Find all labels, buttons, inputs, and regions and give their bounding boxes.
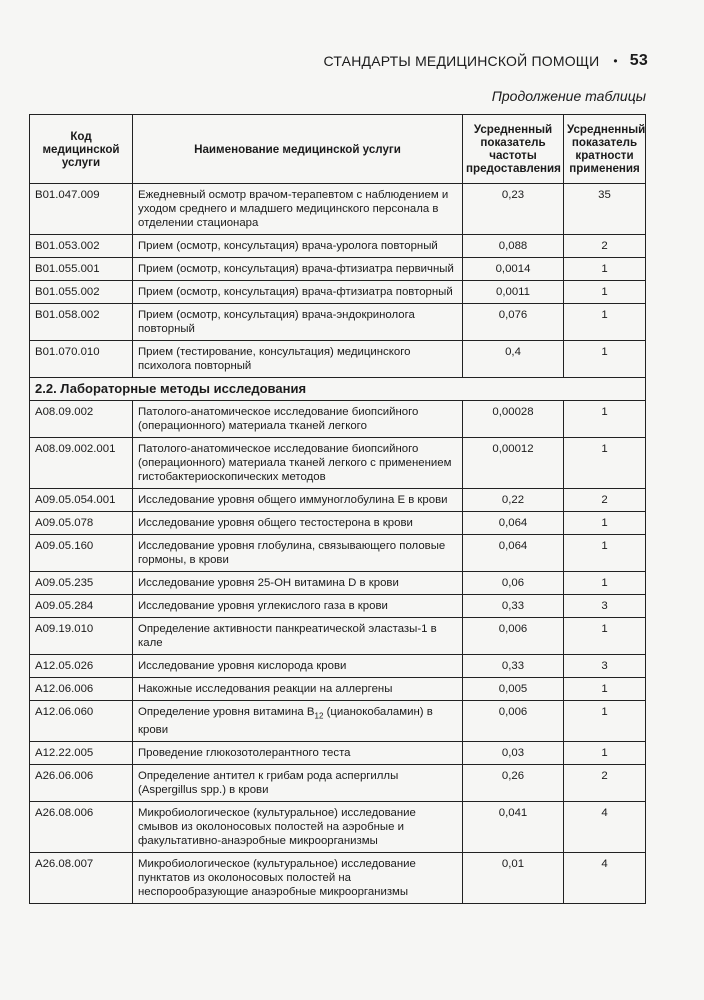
multiplicity-value: 3 bbox=[564, 595, 646, 618]
table-row bbox=[30, 655, 646, 678]
frequency-value: 0,076 bbox=[463, 304, 564, 341]
service-name: Микробиологическое (культуральное) исследование смывов из околоносовых полостей на аэробные и факультативно-анаэробные микроорганизмы bbox=[133, 802, 463, 853]
service-name: Прием (осмотр, консультация) врача-фтизиатра повторный bbox=[133, 281, 463, 304]
frequency-value: 0,064 bbox=[463, 512, 564, 535]
table-row bbox=[30, 765, 646, 802]
multiplicity-value: 1 bbox=[564, 512, 646, 535]
service-name: Исследование уровня углекислого газа в крови bbox=[133, 595, 463, 618]
service-name: Микробиологическое (культуральное) исследование пунктатов из околоносовых полостей на неспорообразующие анаэробные микроорганизмы bbox=[133, 853, 463, 904]
multiplicity-value: 1 bbox=[564, 341, 646, 378]
service-code: A09.05.160 bbox=[30, 535, 133, 572]
table-row bbox=[30, 742, 646, 765]
service-name: Прием (осмотр, консультация) врача-уролога повторный bbox=[133, 235, 463, 258]
service-code: A09.19.010 bbox=[30, 618, 133, 655]
service-name: Накожные исследования реакции на аллергены bbox=[133, 678, 463, 701]
frequency-value: 0,01 bbox=[463, 853, 564, 904]
service-name: Прием (осмотр, консультация) врача-фтизиатра первичный bbox=[133, 258, 463, 281]
multiplicity-value: 1 bbox=[564, 438, 646, 489]
frequency-value: 0,22 bbox=[463, 489, 564, 512]
service-code: B01.055.002 bbox=[30, 281, 133, 304]
service-name: Прием (тестирование, консультация) медицинского психолога повторный bbox=[133, 341, 463, 378]
multiplicity-value: 1 bbox=[564, 701, 646, 742]
section-title: 2.2. Лабораторные методы исследования bbox=[30, 378, 646, 401]
multiplicity-value: 1 bbox=[564, 401, 646, 438]
service-code: A08.09.002 bbox=[30, 401, 133, 438]
running-head bbox=[324, 52, 648, 70]
table-row bbox=[30, 701, 646, 742]
service-code: B01.055.001 bbox=[30, 258, 133, 281]
service-name: Исследование уровня глобулина, связывающего половые гормоны, в крови bbox=[133, 535, 463, 572]
table-row bbox=[30, 572, 646, 595]
header-code: Код медицинской услуги bbox=[30, 115, 133, 184]
table-row bbox=[30, 678, 646, 701]
multiplicity-value: 1 bbox=[564, 304, 646, 341]
table-row bbox=[30, 618, 646, 655]
frequency-value: 0,03 bbox=[463, 742, 564, 765]
frequency-value: 0,088 bbox=[463, 235, 564, 258]
running-title: СТАНДАРТЫ МЕДИЦИНСКОЙ ПОМОЩИ bbox=[323, 53, 600, 69]
header-name: Наименование медицинской услуги bbox=[133, 115, 463, 184]
service-name-part: Определение уровня витамина B bbox=[138, 706, 315, 718]
header-frequency: Усредненный показатель частоты предоставления bbox=[463, 115, 564, 184]
multiplicity-value: 1 bbox=[564, 258, 646, 281]
frequency-value: 0,4 bbox=[463, 341, 564, 378]
multiplicity-value: 1 bbox=[564, 281, 646, 304]
table-row bbox=[30, 235, 646, 258]
service-code: A08.09.002.001 bbox=[30, 438, 133, 489]
multiplicity-value: 2 bbox=[564, 235, 646, 258]
multiplicity-value: 2 bbox=[564, 765, 646, 802]
frequency-value: 0,23 bbox=[463, 184, 564, 235]
service-name: Определение антител к грибам рода аспергиллы (Aspergillus spp.) в крови bbox=[133, 765, 463, 802]
service-code: A09.05.284 bbox=[30, 595, 133, 618]
service-code: A09.05.078 bbox=[30, 512, 133, 535]
service-name: Патолого-анатомическое исследование биопсийного (операционного) материала тканей легкого bbox=[133, 401, 463, 438]
frequency-value: 0,00012 bbox=[463, 438, 564, 489]
frequency-value: 0,0014 bbox=[463, 258, 564, 281]
table-header-row bbox=[30, 115, 646, 184]
frequency-value: 0,005 bbox=[463, 678, 564, 701]
multiplicity-value: 1 bbox=[564, 618, 646, 655]
service-name: Патолого-анатомическое исследование биопсийного (операционного) материала тканей легкого с применением гистобактериоскопических методов bbox=[133, 438, 463, 489]
standards-table bbox=[29, 114, 646, 904]
frequency-value: 0,064 bbox=[463, 535, 564, 572]
section-row bbox=[30, 378, 646, 401]
bullet-separator: • bbox=[613, 54, 618, 68]
frequency-value: 0,26 bbox=[463, 765, 564, 802]
table-row bbox=[30, 802, 646, 853]
frequency-value: 0,33 bbox=[463, 595, 564, 618]
table-row bbox=[30, 512, 646, 535]
table-row bbox=[30, 401, 646, 438]
multiplicity-value: 4 bbox=[564, 853, 646, 904]
frequency-value: 0,006 bbox=[463, 618, 564, 655]
table-continuation-caption: Продолжение таблицы bbox=[491, 88, 646, 104]
service-code: A09.05.235 bbox=[30, 572, 133, 595]
service-name: Исследование уровня кислорода крови bbox=[133, 655, 463, 678]
service-code: A12.05.026 bbox=[30, 655, 133, 678]
table-row bbox=[30, 489, 646, 512]
frequency-value: 0,33 bbox=[463, 655, 564, 678]
multiplicity-value: 1 bbox=[564, 572, 646, 595]
frequency-value: 0,06 bbox=[463, 572, 564, 595]
multiplicity-value: 2 bbox=[564, 489, 646, 512]
multiplicity-value: 1 bbox=[564, 678, 646, 701]
service-code: A12.06.006 bbox=[30, 678, 133, 701]
service-name: Исследование уровня 25-ОН витамина D в крови bbox=[133, 572, 463, 595]
service-code: A26.08.006 bbox=[30, 802, 133, 853]
service-name: Исследование уровня общего иммуноглобулина E в крови bbox=[133, 489, 463, 512]
page-number: 53 bbox=[629, 52, 648, 69]
multiplicity-value: 1 bbox=[564, 535, 646, 572]
table-row bbox=[30, 281, 646, 304]
table-row bbox=[30, 184, 646, 235]
table-row bbox=[30, 341, 646, 378]
frequency-value: 0,006 bbox=[463, 701, 564, 742]
table-row bbox=[30, 535, 646, 572]
service-code: A26.08.007 bbox=[30, 853, 133, 904]
service-code: B01.053.002 bbox=[30, 235, 133, 258]
service-code: A26.06.006 bbox=[30, 765, 133, 802]
frequency-value: 0,0011 bbox=[463, 281, 564, 304]
multiplicity-value: 35 bbox=[564, 184, 646, 235]
service-name-part: (цианокобаламин) в крови bbox=[138, 706, 433, 737]
service-code: B01.047.009 bbox=[30, 184, 133, 235]
table-row bbox=[30, 304, 646, 341]
vitamin-subscript: 12 bbox=[314, 711, 324, 721]
service-name: Ежедневный осмотр врачом-терапевтом с наблюдением и уходом среднего и младшего медицинского персонала в отделении стационара bbox=[133, 184, 463, 235]
service-code: B01.058.002 bbox=[30, 304, 133, 341]
service-name: Исследование уровня общего тестостерона в крови bbox=[133, 512, 463, 535]
service-name: Проведение глюкозотолерантного теста bbox=[133, 742, 463, 765]
service-name: Определение активности панкреатической эластазы-1 в кале bbox=[133, 618, 463, 655]
frequency-value: 0,041 bbox=[463, 802, 564, 853]
frequency-value: 0,00028 bbox=[463, 401, 564, 438]
multiplicity-value: 1 bbox=[564, 742, 646, 765]
service-name: Прием (осмотр, консультация) врача-эндокринолога повторный bbox=[133, 304, 463, 341]
service-code: B01.070.010 bbox=[30, 341, 133, 378]
service-code: A09.05.054.001 bbox=[30, 489, 133, 512]
table-row bbox=[30, 853, 646, 904]
table-row bbox=[30, 595, 646, 618]
table-row bbox=[30, 438, 646, 489]
service-code: A12.06.060 bbox=[30, 701, 133, 742]
table-row bbox=[30, 258, 646, 281]
header-multiplicity: Усредненный показатель кратности применения bbox=[564, 115, 646, 184]
service-code: A12.22.005 bbox=[30, 742, 133, 765]
multiplicity-value: 3 bbox=[564, 655, 646, 678]
service-name bbox=[133, 701, 463, 742]
multiplicity-value: 4 bbox=[564, 802, 646, 853]
